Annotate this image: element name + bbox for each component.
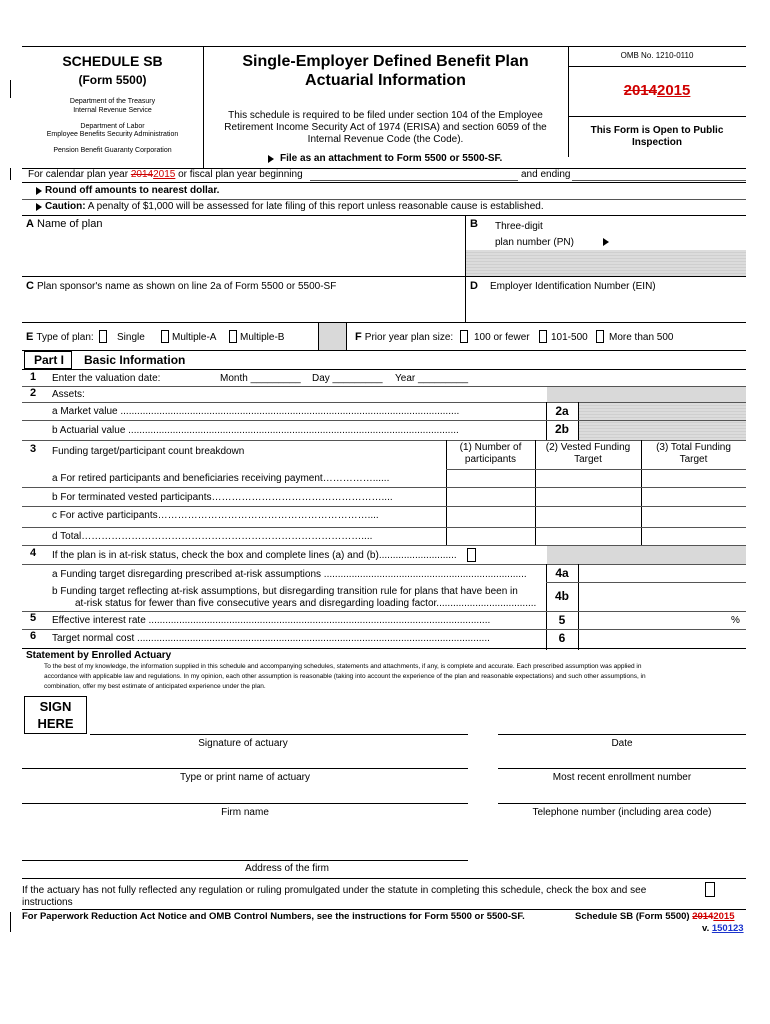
line-2-number: 2	[30, 387, 37, 399]
calendar-prefix: For calendar plan year	[28, 169, 129, 180]
size-100-checkbox[interactable]	[460, 330, 468, 343]
fiscal-end-field[interactable]	[572, 180, 746, 181]
line-2b-label: b Actuarial value .......................................................................................................................	[52, 425, 459, 436]
agency-dol: Department of Labor	[80, 123, 145, 130]
main-title-line1: Single-Employer Defined Benefit Plan	[242, 53, 529, 70]
calendar-year-deleted: 2014	[130, 169, 154, 180]
month-field[interactable]: Month _________	[220, 373, 301, 384]
divider	[22, 199, 746, 200]
open-inspection-line1: This Form is Open to Public	[590, 125, 724, 136]
year-deleted: 2014	[623, 82, 657, 99]
shaded-area	[579, 421, 746, 440]
divider	[498, 768, 746, 769]
arrow-icon	[603, 238, 609, 246]
box-2a: 2a	[555, 404, 569, 418]
divider	[90, 734, 468, 735]
footer-year-deleted: 2014	[692, 911, 714, 922]
line-3d-label: d Total…………………………………………………………………………....	[52, 531, 373, 542]
agency-pbgc: Pension Benefit Guaranty Corporation	[53, 147, 172, 154]
market-value-input[interactable]	[447, 403, 545, 420]
part-label: Part I	[34, 353, 65, 367]
caution-text: A penalty of $1,000 will be assessed for late filing of this report unless reasonable cause is established.	[87, 201, 544, 212]
statement-text-line1: To the best of my knowledge, the information supplied in this schedule and accompanying schedules, statements and attachments, if any, is complete and accurate. Each prescribed assumption was applied in	[44, 663, 642, 670]
version	[702, 923, 744, 934]
multiple-a-label: Multiple-A	[172, 332, 217, 343]
letter-f: F	[355, 331, 362, 343]
address-label: Address of the firm	[245, 863, 329, 874]
divider	[498, 734, 746, 735]
letter-c: C	[26, 280, 34, 292]
day-field[interactable]: Day _________	[312, 373, 383, 384]
open-inspection-line2: Inspection	[631, 137, 682, 148]
vested-target-inputs[interactable]	[536, 470, 641, 545]
description-line1: This schedule is required to be filed under section 104 of the Employee	[228, 110, 543, 121]
actuary-signature-field[interactable]	[90, 698, 468, 734]
statement-text-line2: accordance with applicable law and regulations. In my opinion, each other assumption is reasonable (taking into account the experience of the plan and reasonable expectations) and such other assumptions, in	[44, 673, 646, 680]
divider	[22, 909, 746, 910]
at-risk-checkbox[interactable]	[467, 548, 476, 562]
margin-mark	[10, 912, 11, 932]
divider	[318, 322, 319, 350]
divider	[22, 878, 746, 879]
divider	[22, 440, 746, 441]
divider	[22, 803, 468, 804]
multiple-b-checkbox[interactable]	[229, 330, 237, 343]
calendar-year-line	[28, 169, 303, 180]
caution-label: Caution:	[45, 201, 86, 212]
version-prefix: v.	[702, 923, 710, 934]
divider	[22, 768, 468, 769]
arrow-icon	[36, 203, 42, 211]
margin-mark	[10, 80, 11, 98]
letter-d: D	[470, 280, 478, 292]
line-4a-input[interactable]	[579, 565, 746, 582]
line-2-label: Assets:	[52, 389, 85, 400]
single-checkbox[interactable]	[99, 330, 107, 343]
line-1-number: 1	[30, 371, 37, 383]
total-target-inputs[interactable]	[642, 470, 746, 545]
line-4-number: 4	[30, 547, 37, 559]
statement-title: Statement by Enrolled Actuary	[26, 650, 172, 661]
size-101-500-label: 101-500	[551, 332, 588, 343]
line-5-label: Effective interest rate ...........................................................................................................................	[52, 615, 491, 626]
divider	[22, 369, 746, 370]
label-f: Prior year plan size:	[364, 332, 454, 343]
plan-number-input[interactable]	[620, 220, 744, 248]
part-title: Basic Information	[84, 353, 186, 367]
letter-b: B	[470, 218, 478, 230]
shaded-area	[547, 546, 746, 564]
date-field[interactable]	[498, 698, 746, 734]
attachment-note: File as an attachment to Form 5500 or 5500-SF.	[280, 153, 503, 164]
label-b-line2: plan number (PN)	[495, 237, 574, 248]
line-3c-label: c For active participants………………………………………………………....	[52, 510, 379, 521]
multiple-a-checkbox[interactable]	[161, 330, 169, 343]
line-6-number: 6	[30, 630, 37, 642]
line-4b-label1: b Funding target reflecting at-risk assumptions, but disregarding transition rule for plans that have been in	[52, 586, 518, 597]
divider	[22, 350, 746, 351]
letter-e: E	[26, 331, 34, 343]
enrollment-number-field[interactable]	[498, 748, 746, 768]
single-label: Single	[117, 332, 145, 343]
version-number: 150123	[711, 923, 744, 934]
label-e: Type of plan:	[36, 332, 94, 343]
divider	[22, 182, 746, 183]
divider	[568, 116, 746, 117]
enrollment-label: Most recent enrollment number	[552, 772, 692, 783]
line-3b-label: b For terminated vested participants……………………………………………....	[52, 492, 393, 503]
multiple-b-label: Multiple-B	[240, 332, 285, 343]
omb-number: OMB No. 1210-0110	[620, 51, 694, 60]
footer-year-inserted: 2015	[713, 911, 735, 922]
label-b-line1: Three-digit	[495, 221, 543, 232]
signature-label: Signature of actuary	[198, 738, 288, 749]
label-c: Plan sponsor's name as shown on line 2a of Form 5500 or 5500-SF	[37, 281, 337, 292]
year-field[interactable]: Year _________	[395, 373, 469, 384]
size-500-plus-label: More than 500	[609, 332, 674, 343]
shaded-area	[579, 403, 746, 420]
description-line3: Internal Revenue Code (the Code).	[307, 134, 464, 145]
arrow-icon	[36, 187, 42, 195]
line-6-label: Target normal cost ...............................................................................................................................	[52, 633, 490, 644]
agency-irs: Internal Revenue Service	[73, 107, 152, 114]
normal-cost-input[interactable]	[579, 630, 746, 648]
participants-inputs[interactable]	[447, 470, 535, 545]
sign-label: SIGN	[39, 699, 72, 714]
telephone-field[interactable]	[498, 783, 746, 803]
line-4a-label: a Funding target disregarding prescribed at-risk assumptions .........................................................................	[52, 569, 527, 580]
divider	[346, 322, 347, 350]
actuary-name-field[interactable]	[22, 748, 468, 768]
caution-note	[45, 201, 544, 212]
letter-a: A	[26, 218, 34, 230]
form-number: (Form 5500)	[78, 73, 147, 87]
divider	[22, 860, 468, 861]
schedule-footer-label: Schedule SB (Form 5500)	[575, 911, 690, 922]
regulation-note-line2: instructions	[22, 897, 73, 908]
interest-rate-input[interactable]	[579, 612, 729, 629]
telephone-label: Telephone number (including area code)	[532, 807, 712, 818]
divider	[22, 648, 746, 649]
line-4b-label2: at-risk status for fewer than five consecutive years and disregarding loading factor....................................	[75, 598, 537, 609]
plan-name-input[interactable]	[24, 216, 464, 274]
calendar-suffix: or fiscal plan year beginning	[178, 169, 303, 180]
regulation-checkbox[interactable]	[705, 882, 715, 897]
year-inserted: 2015	[657, 82, 691, 99]
field-e-label	[26, 331, 94, 343]
divider	[22, 322, 746, 323]
box-2b: 2b	[554, 422, 569, 436]
main-title-line2: Actuarial Information	[305, 72, 466, 89]
divider	[22, 276, 746, 277]
label-a: Name of plan	[37, 218, 103, 230]
column-vested-target: (2) Vested Funding Target	[545, 442, 631, 465]
shaded-area	[466, 250, 746, 276]
ein-input[interactable]	[470, 296, 744, 322]
paperwork-notice: For Paperwork Reduction Act Notice and OMB Control Numbers, see the instructions for Form 5500 or 5500-SF.	[22, 911, 525, 922]
line-4b-input[interactable]	[579, 583, 746, 611]
firm-name-label: Firm name	[221, 807, 269, 818]
firm-name-field[interactable]	[22, 783, 468, 803]
line-2a-label: a Market value ..........................................................................................................................	[52, 406, 460, 417]
sponsor-name-input[interactable]	[24, 294, 464, 322]
line-1-label: Enter the valuation date:	[52, 373, 161, 384]
form-year	[568, 82, 746, 99]
box-4a: 4a	[555, 566, 569, 580]
line-3-label: Funding target/participant count breakdown	[52, 446, 245, 457]
calendar-year-inserted: 2015	[153, 169, 176, 180]
field-c-label	[26, 280, 336, 292]
margin-mark	[10, 168, 11, 180]
line-3-number: 3	[30, 443, 37, 455]
round-note: Round off amounts to nearest dollar.	[45, 185, 220, 196]
shaded-area	[547, 387, 746, 402]
date-label: Date	[611, 738, 633, 749]
size-101-500-checkbox[interactable]	[539, 330, 547, 343]
schedule-title: SCHEDULE SB	[62, 53, 163, 69]
divider	[568, 66, 746, 67]
here-label: HERE	[37, 716, 74, 731]
top-border	[22, 46, 746, 47]
box-4b: 4b	[554, 589, 569, 603]
description-line2: Retirement Income Security Act of 1974 (ERISA) and section 6059 of the	[224, 122, 547, 133]
agency-treasury: Department of the Treasury	[69, 98, 156, 105]
label-d: Employer Identification Number (EIN)	[490, 281, 656, 292]
ending-label: and ending	[521, 169, 571, 180]
schedule-footer	[575, 911, 734, 922]
actuarial-value-input[interactable]	[447, 421, 545, 440]
size-100-label: 100 or fewer	[474, 332, 530, 343]
box-5: 5	[558, 613, 566, 627]
line-4-label: If the plan is in at-risk status, check the box and complete lines (a) and (b)............................	[52, 550, 457, 561]
column-total-target: (3) Total Funding Target	[656, 442, 731, 465]
actuary-name-label: Type or print name of actuary	[179, 772, 311, 783]
percent-sign: %	[731, 615, 740, 626]
column-participants: (1) Number of participants	[459, 442, 522, 465]
size-500-plus-checkbox[interactable]	[596, 330, 604, 343]
field-f-label	[355, 331, 453, 343]
line-5-number: 5	[30, 612, 37, 624]
shaded-area	[318, 323, 346, 350]
box-6: 6	[558, 631, 566, 645]
firm-address-field[interactable]	[22, 820, 468, 860]
statement-text-line3: combination, offer my best estimate of anticipated experience under the plan.	[44, 683, 266, 690]
fiscal-begin-field[interactable]	[310, 180, 518, 181]
line-3a-label: a For retired participants and beneficiaries receiving payment……………......	[52, 473, 390, 484]
agency-ebsa: Employee Benefits Security Administration	[46, 131, 179, 138]
divider	[498, 803, 746, 804]
regulation-note-line1: If the actuary has not fully reflected any regulation or ruling promulgated under the statute in completing this schedule, check the box and see	[22, 885, 647, 896]
arrow-icon	[268, 155, 274, 163]
